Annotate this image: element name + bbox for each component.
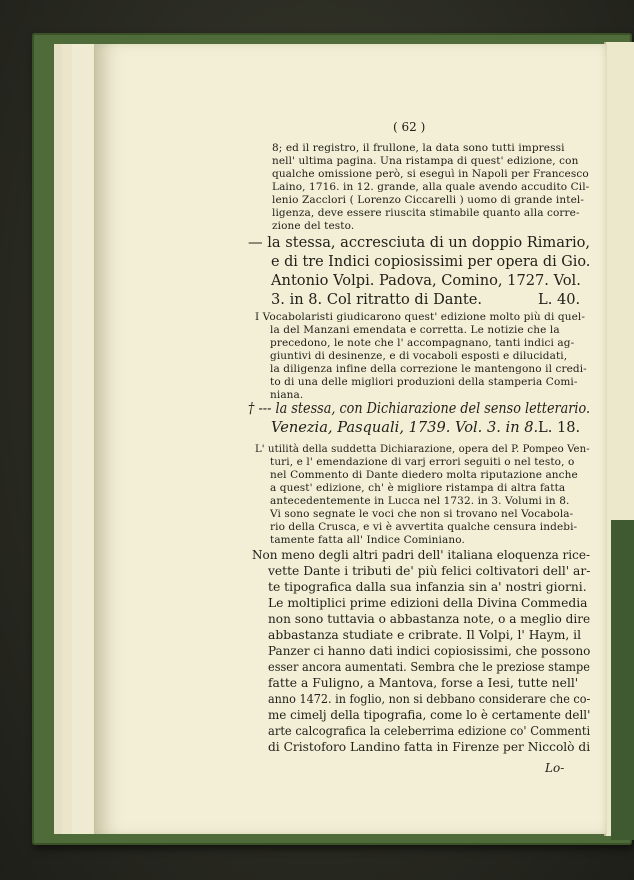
note2-line: a quest' edizione, ch' è migliore ristampa di altra fatta bbox=[270, 482, 566, 494]
note1-line: la diligenza infine della correzione le mantengono il credi- bbox=[270, 363, 587, 375]
para2-line: non sono tuttavia o abbastanza note, o a meglio dire bbox=[268, 612, 591, 626]
para1-line: Laino, 1716. in 12. grande, alla quale avendo accudito Cil- bbox=[272, 181, 590, 193]
entry2-line: Venezia, Pasquali, 1739. Vol. 3. in 8. bbox=[271, 419, 539, 436]
para2-line: Non meno degli altri padri dell' italiana eloquenza rice- bbox=[252, 548, 591, 562]
note2-line: tamente fatta all' Indice Cominiano. bbox=[270, 534, 465, 546]
entry1-line: — la stessa, accresciuta di un doppio Rimario, bbox=[248, 234, 591, 251]
para1-line: lenio Zacclori ( Lorenzo Ciccarelli ) uomo di grande intel- bbox=[272, 194, 584, 206]
para2-line: abbastanza studiate e cribrate. Il Volpi, l' Haym, il bbox=[268, 628, 582, 642]
note2-line: nel Commento di Dante diedero molta riputazione anche bbox=[270, 469, 578, 481]
para1-line: qualche omissione però, si eseguì in Napoli per Francesco bbox=[272, 168, 589, 180]
note2-line: rio della Crusca, e vi è avvertita qualche censura indebi- bbox=[270, 521, 578, 533]
entry1-line: 3. in 8. Col ritratto di Dante. bbox=[271, 291, 483, 308]
para2-line: vette Dante i tributi de' più felici coltivatori dell' ar- bbox=[268, 564, 591, 578]
para2-line: te tipografica dalla sua infanzia sin a' nostri giorni. bbox=[268, 580, 587, 594]
note1-line: I Vocabolaristi giudicarono quest' edizione molto più di quel- bbox=[255, 311, 585, 323]
para2-line: di Cristoforo Landino fatta in Firenze per Niccolò di bbox=[268, 740, 591, 754]
para1-line: zione del testo. bbox=[272, 220, 355, 232]
note2-line: turi, e l' emendazione di varj errori seguiti o nel testo, o bbox=[270, 456, 575, 468]
para2-line: arte calcografica la celeberrima edizione co' Commenti bbox=[268, 724, 591, 738]
para1-line: ligenza, deve essere riuscita stimabile quanto alla corre- bbox=[272, 207, 580, 219]
note2-line: L' utilità della suddetta Dichiarazione, opera del P. Pompeo Ven- bbox=[255, 443, 590, 455]
note1-line: to di una delle migliori produzioni della stamperia Comi- bbox=[270, 376, 578, 388]
note1-line: giuntivi di desinenze, e di vocaboli esposti e dilucidati, bbox=[270, 350, 568, 362]
entry1-line: e di tre Indici copiosissimi per opera di Gio. bbox=[271, 253, 591, 270]
para1-line: 8; ed il registro, il frullone, la data sono tutti impressi bbox=[272, 142, 565, 154]
para2-line: Panzer ci hanno dati indici copiosissimi, che possono bbox=[268, 644, 591, 658]
page-edges-layer-inner bbox=[72, 44, 95, 834]
page-number: ( 62 ) bbox=[393, 120, 426, 134]
note1-line: niana. bbox=[270, 389, 304, 401]
note1-line: la del Manzani emendata e corretta. Le notizie che la bbox=[270, 324, 560, 336]
para1-line: nell' ultima pagina. Una ristampa di quest' edizione, con bbox=[272, 155, 579, 167]
note2-line: antecedentemente in Lucca nel 1732. in 3. Volumi in 8. bbox=[270, 495, 570, 507]
entry2-price: L. 18. bbox=[538, 419, 581, 436]
para2-line: me cimelj della tipografia, come lo è certamente dell' bbox=[268, 708, 591, 722]
entry1-line: Antonio Volpi. Padova, Comino, 1727. Vol. bbox=[271, 272, 581, 289]
note2-line: Vi sono segnate le voci che non si trovano nel Vocabola- bbox=[270, 508, 574, 520]
para2-line: fatte a Fuligno, a Mantova, forse a Iesi, tutte nell' bbox=[268, 676, 579, 690]
para2-line: anno 1472. in foglio, non si debbano considerare che co- bbox=[268, 692, 591, 706]
catchword: Lo- bbox=[545, 761, 565, 775]
entry2-line: † --- la stessa, con Dichiarazione del senso letterario. bbox=[248, 400, 591, 417]
para2-line: Le moltiplici prime edizioni della Divina Commedia bbox=[268, 596, 588, 610]
para2-line: esser ancora aumentati. Sembra che le preziose stampe bbox=[268, 660, 590, 674]
entry1-price: L. 40. bbox=[538, 291, 581, 308]
note1-line: precedono, le note che l' accompagnano, tanti indici ag- bbox=[270, 337, 575, 349]
cover-edge-right bbox=[611, 520, 634, 840]
